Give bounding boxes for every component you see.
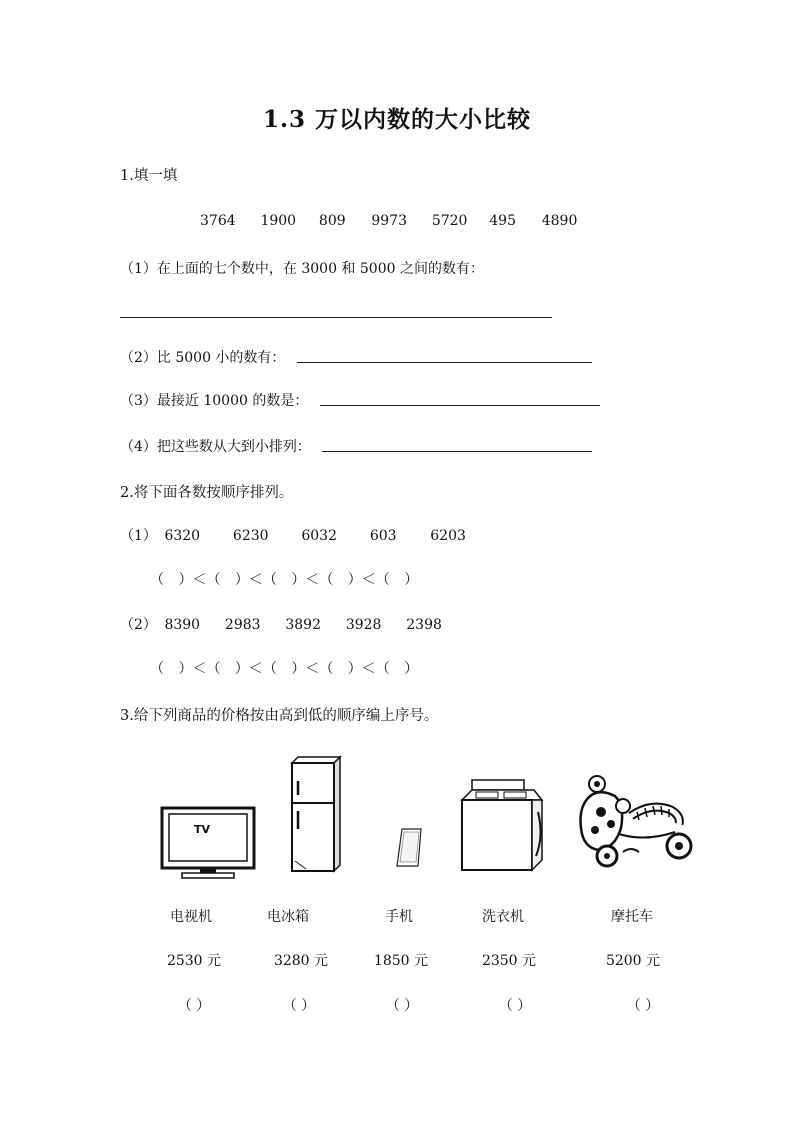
number-item: 5720 [431,213,468,229]
item-price-tv: 2530 元 [166,953,222,969]
section3-heading: 3.给下列商品的价格按由高到低的顺序编上序号。 [120,708,439,724]
number-item: 8390 [164,617,201,633]
number-item: 2983 [224,617,261,633]
item-name-washer: 洗衣机 [482,909,524,925]
number-item: 3892 [285,617,321,633]
item-name-tv: 电视机 [170,909,212,925]
answer-line-2[interactable] [297,362,592,363]
order-blanks-2[interactable]: （ ）＜（ ）＜（ ）＜（ ）＜（ ） [150,661,419,677]
problem-label: （2） [120,617,157,633]
number-item: 2398 [406,617,442,633]
answer-line-3[interactable] [320,405,600,406]
item-name-phone: 手机 [385,909,413,925]
number-item: 4890 [541,213,578,229]
phone-image [394,826,424,870]
number-item: 3928 [345,617,382,633]
item-price-washer: 2350 元 [481,953,537,969]
item-price-motorcycle: 5200 元 [605,953,661,969]
motorcycle-image [575,772,697,870]
section1-heading: 1.填一填 [120,168,178,184]
rank-blank-tv[interactable]: （ ） [177,998,211,1014]
page-title: 1.3 万以内数的大小比较 [262,106,532,133]
question-3: （3）最接近 10000 的数是： [120,393,309,409]
item-price-fridge: 3280 元 [273,953,329,969]
number-item: 6203 [430,528,466,544]
fridge-image [286,755,342,875]
question-2: （2）比 5000 小的数有： [120,350,286,366]
number-item: 6032 [301,528,337,544]
question-4: （4）把这些数从大到小排列： [120,439,311,455]
item-name-fridge: 电冰箱 [267,909,309,925]
order-problem-2 [120,614,442,634]
order-blanks-1[interactable]: （ ）＜（ ）＜（ ）＜（ ）＜（ ） [150,572,419,588]
answer-line-4[interactable] [322,451,592,452]
tv-screen-text: TV [194,823,211,836]
number-item: 9973 [371,213,407,229]
number-item: 495 [489,213,516,229]
number-item: 603 [369,528,397,544]
tv-image [160,806,256,880]
rank-blank-motorcycle[interactable]: （ ） [626,998,660,1014]
item-name-motorcycle: 摩托车 [611,909,653,925]
problem-label: （1） [120,528,157,544]
rank-blank-fridge[interactable]: （ ） [282,998,316,1014]
rank-blank-phone[interactable]: （ ） [385,998,419,1014]
number-list [200,213,577,229]
answer-line-1[interactable] [120,317,552,318]
order-problem-1 [120,525,466,545]
number-item: 6230 [232,528,269,544]
number-item: 6320 [164,528,201,544]
number-item: 809 [318,213,346,229]
item-price-phone: 1850 元 [373,953,429,969]
washing-machine-image [458,776,548,874]
number-item: 3764 [200,213,236,229]
question-1: （1）在上面的七个数中，在 3000 和 5000 之间的数有： [120,261,484,277]
number-item: 1900 [260,213,297,229]
section2-heading: 2.将下面各数按顺序排列。 [120,485,294,501]
rank-blank-washer[interactable]: （ ） [498,998,532,1014]
